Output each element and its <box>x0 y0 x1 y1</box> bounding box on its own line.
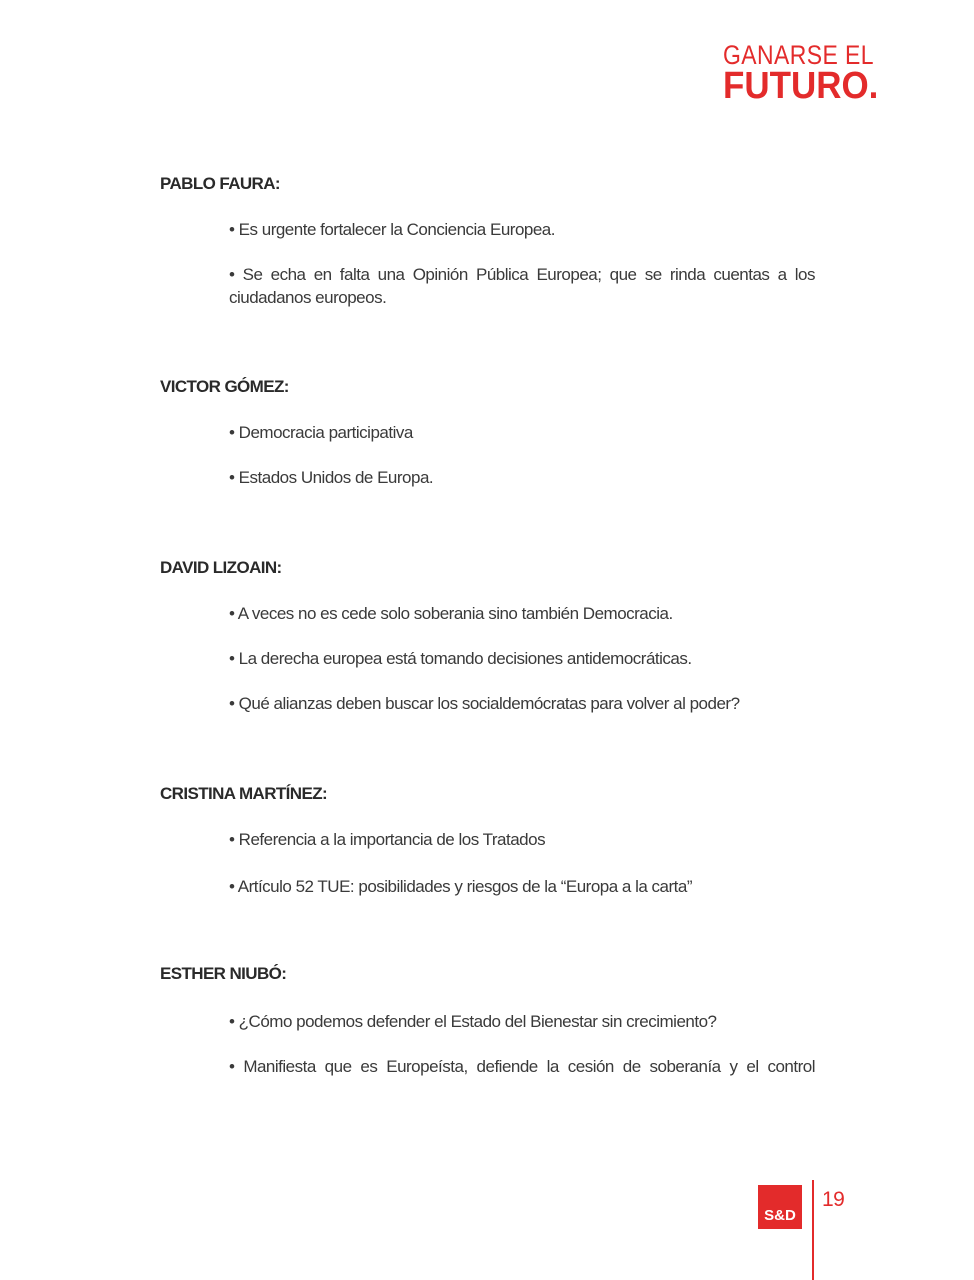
ganarse-el-futuro-logo <box>723 42 901 105</box>
speaker-heading: DAVID LIZOAIN: <box>160 558 282 577</box>
bullet: • Referencia a la importancia de los Tratados <box>229 830 546 849</box>
bullet: • ¿Cómo podemos defender el Estado del Bienestar sin crecimiento? <box>229 1012 717 1031</box>
logo-line-2: FUTURO. <box>723 65 879 107</box>
bullet: • Qué alianzas deben buscar los socialdemócratas para volver al poder? <box>229 694 740 713</box>
section-cristina-martinez <box>160 784 815 964</box>
section-pablo-faura <box>160 174 815 377</box>
speaker-heading: CRISTINA MARTÍNEZ: <box>160 784 328 803</box>
section-esther-niubo <box>160 964 815 1078</box>
footer-divider <box>812 1180 814 1280</box>
bullet: • Artículo 52 TUE: posibilidades y riesgos de la “Europa a la carta” <box>229 877 693 896</box>
bullet: • Estados Unidos de Europa. <box>229 468 434 487</box>
speaker-heading: VICTOR GÓMEZ: <box>160 377 289 396</box>
section-david-lizoain <box>160 558 815 784</box>
bullet: • A veces no es cede solo soberania sino también Democracia. <box>229 604 673 623</box>
s-and-d-logo-text: S&D <box>764 1207 796 1224</box>
bullet: • La derecha europea está tomando decisiones antidemocráticas. <box>229 649 692 668</box>
section-victor-gomez <box>160 377 815 558</box>
speaker-heading: PABLO FAURA: <box>160 174 280 193</box>
bullet: • Democracia participativa <box>229 423 413 442</box>
page-number: 19 <box>822 1188 845 1211</box>
bullet: • Se echa en falta una Opinión Pública Europea; que se rinda cuentas a los ciudadanos europeos. <box>229 265 815 307</box>
bullet: • Es urgente fortalecer la Conciencia Europea. <box>229 220 555 239</box>
s-and-d-logo <box>758 1185 802 1229</box>
bullet: • Manifiesta que es Europeísta, defiende la cesión de soberanía y el control <box>229 1057 815 1076</box>
content <box>160 174 815 1095</box>
logo-line-1: GANARSE EL <box>723 40 874 70</box>
speaker-heading: ESTHER NIUBÓ: <box>160 964 287 983</box>
